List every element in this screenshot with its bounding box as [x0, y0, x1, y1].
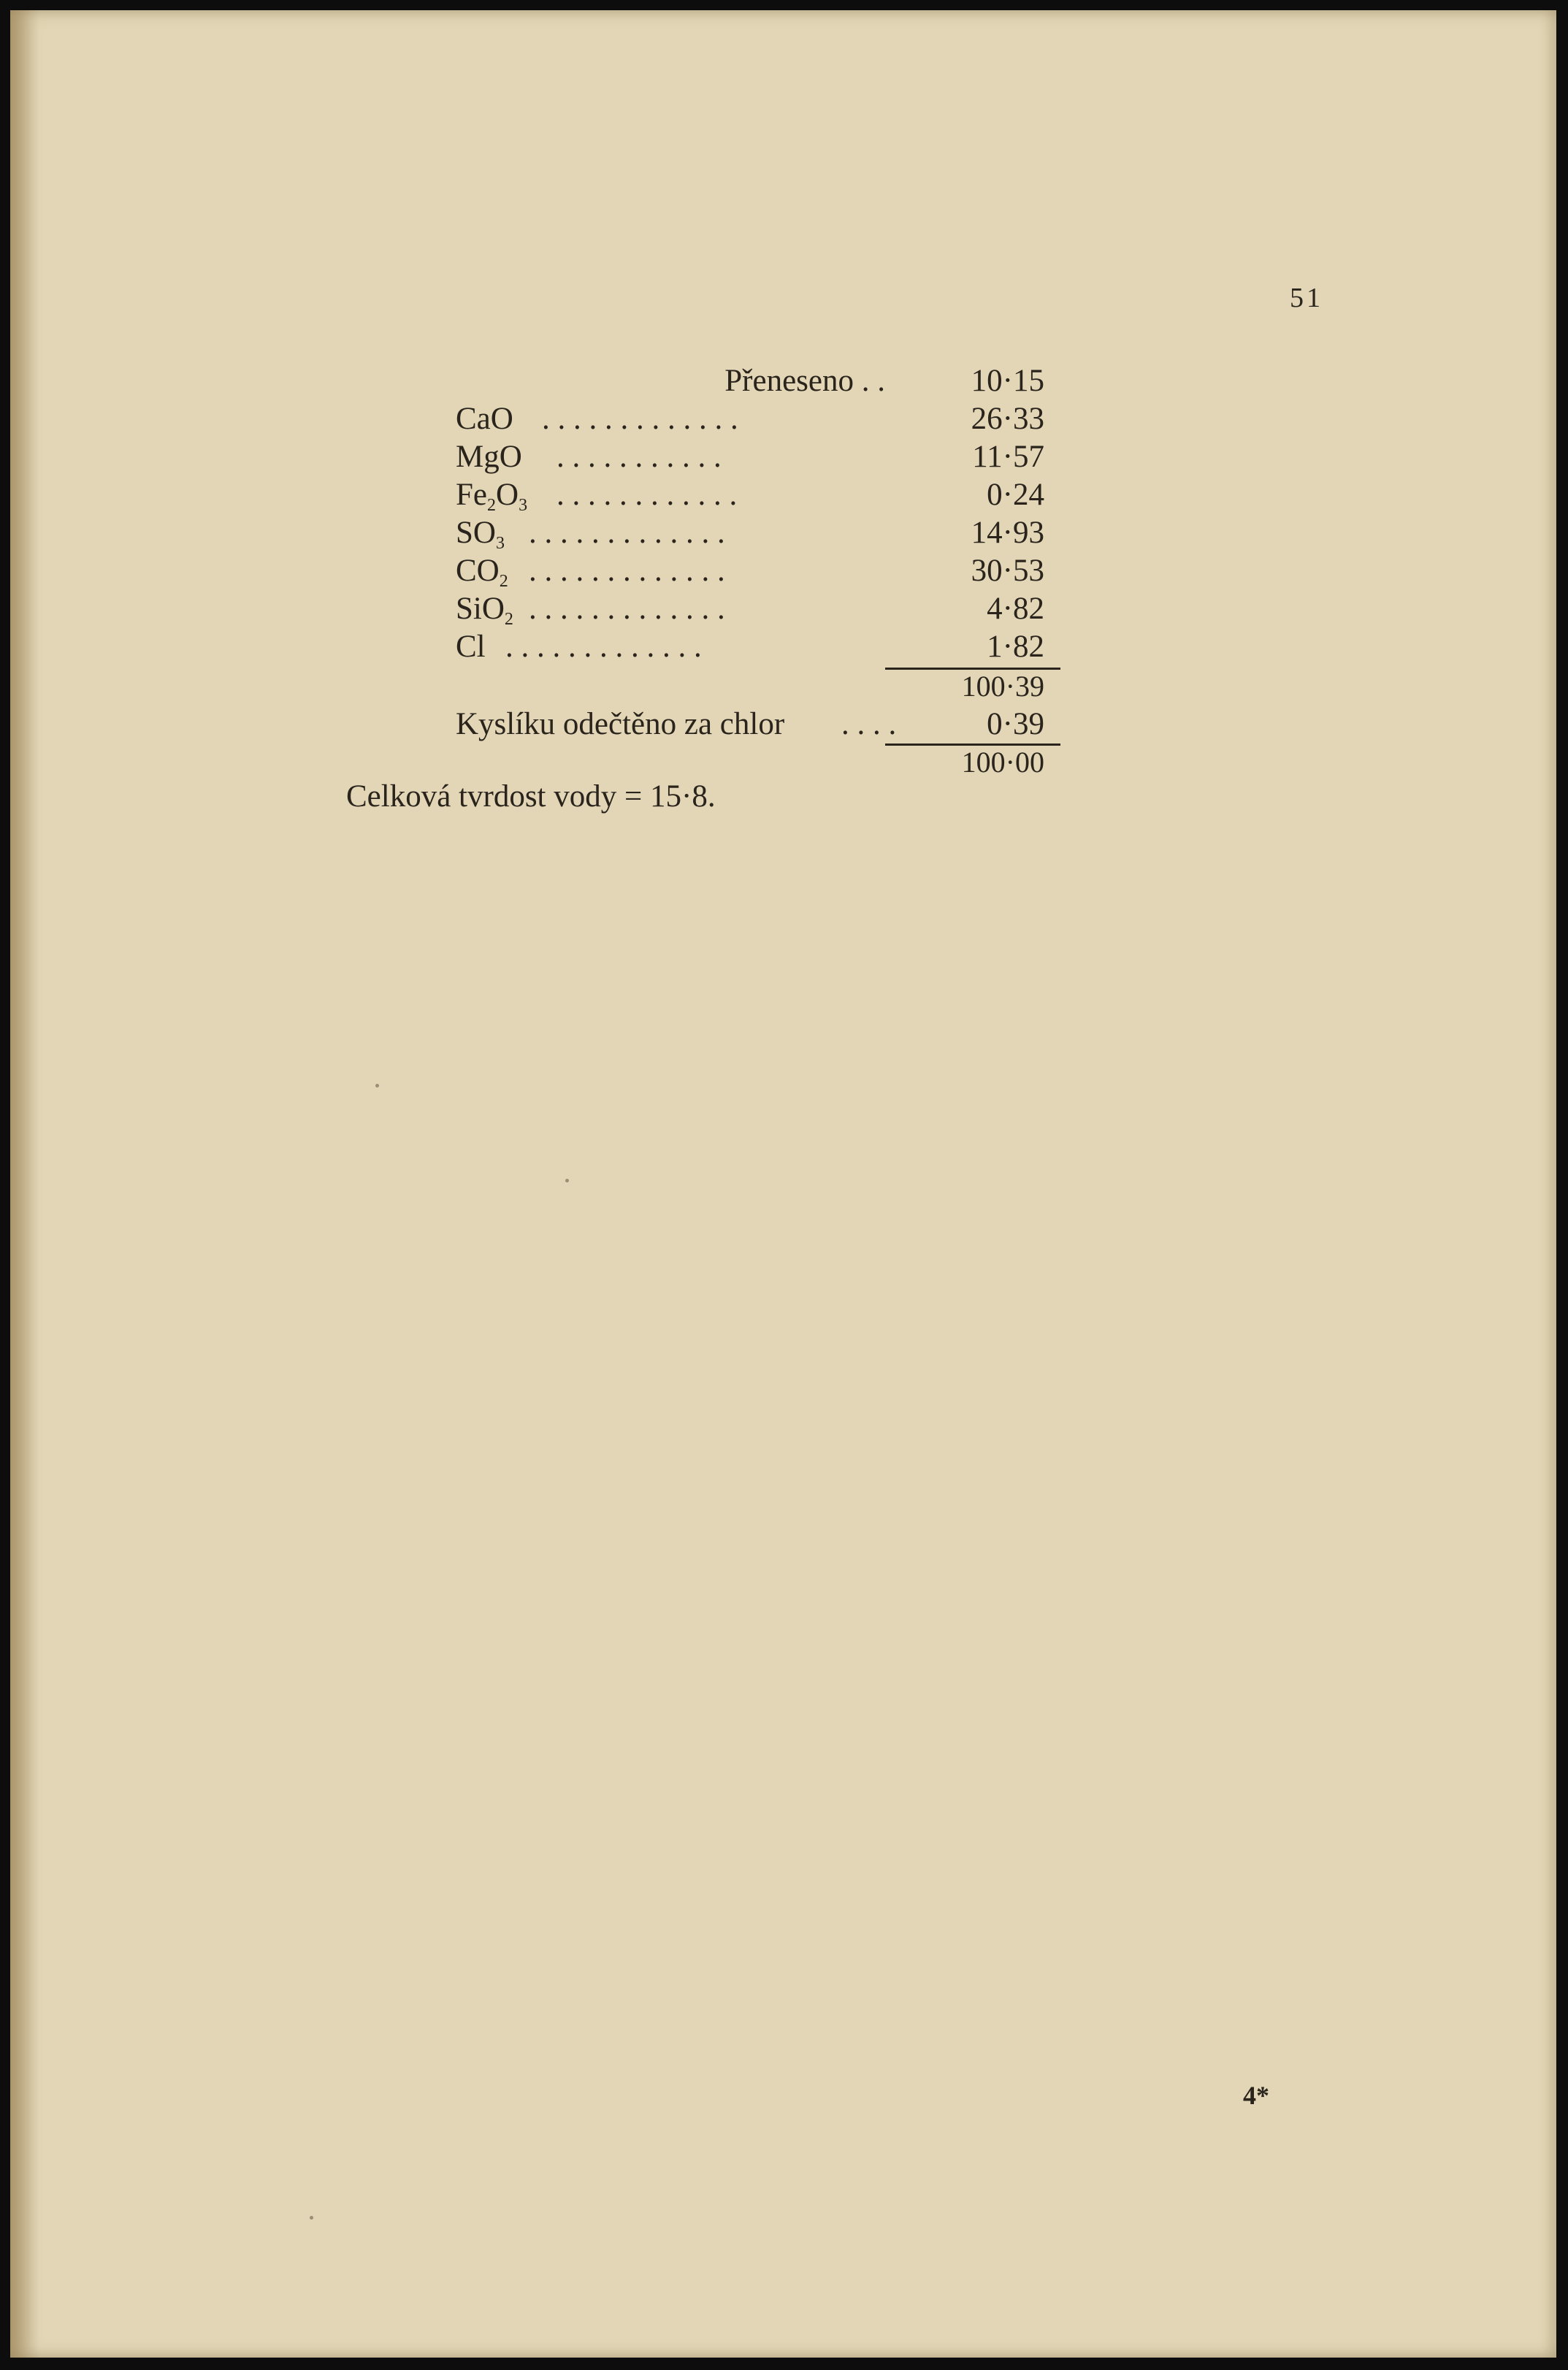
row-value: 14·93 — [971, 516, 1044, 550]
row-dots: . . . . . . . . . . . . . — [505, 630, 702, 664]
paper-speck — [375, 1084, 379, 1087]
row-label: Cl — [456, 630, 486, 664]
row-dots: . . . . . . . . . . . . . — [529, 554, 725, 588]
table-row — [447, 438, 1060, 476]
carried-over-row — [447, 362, 1060, 400]
total-value: 100·00 — [961, 746, 1044, 779]
row-label: $CO_2$ — [456, 554, 508, 591]
oxygen-deduction-row — [447, 706, 1060, 744]
deduction-label: Kyslíku odečtěno za chlor — [456, 707, 785, 741]
deduction-dots: . . . . — [841, 707, 897, 741]
binding-shadow — [10, 10, 39, 2358]
document-page — [10, 10, 1556, 2358]
row-dots: . . . . . . . . . . . — [557, 440, 722, 474]
row-value: 4·82 — [987, 592, 1044, 626]
signature-mark: 4* — [1243, 2081, 1269, 2110]
carried-over-label: Přeneseno . . — [724, 364, 885, 398]
analysis-table — [447, 362, 1060, 779]
table-row — [447, 552, 1060, 590]
deduction-value: 0·39 — [987, 707, 1044, 741]
paper-speck — [310, 2216, 313, 2220]
row-label: MgO — [456, 440, 522, 474]
row-value: 11·57 — [972, 440, 1044, 474]
row-label: SiO$_2$ — [456, 592, 513, 629]
row-value: 1·82 — [987, 630, 1044, 664]
table-row — [447, 476, 1060, 514]
row-value: 26·33 — [971, 402, 1044, 436]
row-dots: . . . . . . . . . . . . . — [542, 402, 738, 436]
carried-over-value: 10·15 — [971, 364, 1044, 398]
subtotal-value: 100·39 — [961, 670, 1044, 703]
row-dots: . . . . . . . . . . . . — [557, 478, 738, 512]
hardness-note: Celková tvrdost vody = 15·8. — [346, 779, 716, 814]
table-row — [447, 590, 1060, 628]
row-dots: . . . . . . . . . . . . . — [529, 592, 725, 626]
row-label: $SO_3$ — [456, 516, 505, 553]
row-dots: . . . . . . . . . . . . . — [529, 516, 725, 550]
row-label: CaO — [456, 402, 513, 436]
table-row — [447, 514, 1060, 552]
row-label: $Fe_2O_3$ — [456, 478, 528, 515]
table-row — [447, 400, 1060, 438]
table-row — [447, 628, 1060, 666]
row-value: 0·24 — [987, 478, 1044, 512]
paper-speck — [565, 1179, 569, 1182]
page-number: 51 — [1290, 283, 1323, 313]
row-value: 30·53 — [971, 554, 1044, 588]
